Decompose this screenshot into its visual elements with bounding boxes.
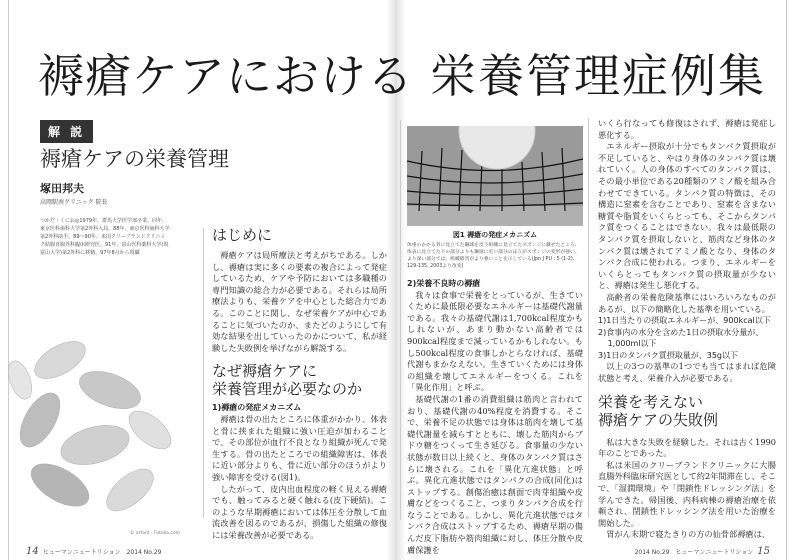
footer-text: 2014 No.29 ヒューマンニュートリション bbox=[634, 549, 754, 556]
column-2 bbox=[407, 126, 583, 556]
figure-1-photo bbox=[407, 126, 583, 226]
paragraph: したがって、皮内出血程度の軽く見える褥瘡でも、触ってみると硬く触れる(皮下硬結)。このような早期褥瘡においては体圧を分散して血流改善を図るのであるが、損傷した組織の修復には栄養改善が必要である。 bbox=[212, 483, 387, 540]
column-divider bbox=[588, 118, 589, 518]
heading-failure bbox=[598, 393, 776, 429]
footer-text: ヒューマンニュートリション 2014 No.29 bbox=[42, 549, 162, 556]
sponge-grid-figure bbox=[407, 126, 583, 226]
heading-line: 栄養を考えない bbox=[598, 392, 704, 411]
heading-line: なぜ褥瘡ケアに bbox=[212, 362, 318, 381]
figure-description: 体重のかかる骨に見立てた鋼球を皮下組織に見立てたスポンジに載せたところ、体表に見立てた下の部分よりも鋼球に近い部分のほうがスポンジの変形が強い。より深い部分では、組織障害がより強いことを示している(Jpn J PU : 5 (1-2), 129-135, 2003より改変) bbox=[407, 243, 580, 269]
paragraph: 褥瘡は骨の出たところに体重がかかり、体表と骨に挟まれた組織に強い圧迫が加わることで、その部位が血行不良となり組織が死んで発生する。骨の出たところでの組織障害は、体表に近い部分よりも、骨に近い部分のほうがより強い障害を受ける(図1)。 bbox=[212, 413, 387, 482]
paragraph: 胃がん末期で寝たきりの方の仙骨部褥瘡は、 bbox=[606, 529, 770, 540]
footer-right bbox=[635, 547, 774, 558]
section-badge: 解 説 bbox=[40, 120, 93, 143]
paragraph: エネルギー摂取が十分でもタンパク質摂取が不足していると、やはり身体のタンパク質は壊れていく。人の身体のすべてのタンパク質は、その最小単位である20種類のアミノ酸を組み合わせてできている。タンパク質の特徴は、その構造に窒素を含むことであり、窒素を含まない糖質や脂質をいくらとっても、そこからタンパク質をつくることはできない。我々は最低限のタンパク質を摂取しないと、筋肉など身体のタンパク質は壊されてアミノ酸となり、身体のタンパク合成に使われる。つまり、エネルギーをいくらとってもタンパク質の摂取量が少ないと、褥瘡は発生し悪化する。 bbox=[598, 141, 776, 291]
figure-caption: 図1 褥瘡の発症メカニズム bbox=[452, 231, 538, 239]
criteria-item: 1,000ml以下 bbox=[607, 339, 657, 349]
heading-why bbox=[212, 362, 387, 398]
footer-left bbox=[22, 547, 161, 558]
spread-title-left: 褥瘡ケアにおける bbox=[38, 49, 414, 103]
column-3 bbox=[598, 118, 776, 541]
paragraph: 褥瘡ケアは局所療法と考えがちである。しかし、褥瘡は実に多くの要素の複合によって発症しているため、ケアや予防においては多職種の専門知識の総合力が必要である。それらは局所療法よりも、栄養ケアを中心とした総合力である。このことに関し、なぜ栄養ケアが中心であることに気づいたのか、またどのようにして有効な結果を出していったのかについて、私が経験した失敗例を挙げながら解説する。 bbox=[212, 250, 387, 353]
author-bio: つかだ・くにお◎1979年、群馬大学医学部卒業。同年、東京医科歯科大学第2外科入局。88年、東京医科歯科大学第2外科助手。89〜90年、米国クリーブランドクリニック結腸直腸外科臨床研究医。91年、富山医科薬科大学(現富山大学)第2外科に移籍。97年8月から現職 bbox=[40, 218, 170, 256]
subheading-malnutrition: 2)栄養不良時の褥瘡 bbox=[407, 279, 481, 288]
column-divider bbox=[400, 120, 401, 520]
paragraph: 私は大きな失敗を経験した。それは古く1990年のことであった。 bbox=[598, 436, 776, 459]
paragraph: 高齢者の栄養危険基準にはいろいろなものがあるが、以下の簡略化した基準を用いている。 bbox=[598, 291, 776, 314]
paragraph: 私は米国のクリーブランドクリニックに大腸直腸外科臨床研究医として約2年間滞在し、そこで、「湿潤環境」や「閉鎖性ドレッシング法」を学んできた。帰国後、内科病棟の褥瘡治療を依頼され、閉鎖性ドレッシング法を用いた治療を開始した。 bbox=[598, 459, 776, 528]
author-affiliation: 高岡駅南クリニック 院長 bbox=[40, 199, 108, 206]
author-name: 塚田邦夫 bbox=[40, 182, 84, 195]
column-divider bbox=[203, 228, 204, 518]
leaves-illustration bbox=[0, 320, 200, 530]
page-number: 15 bbox=[757, 546, 770, 557]
heading-line: 栄養管理が必要なのか bbox=[212, 380, 363, 399]
article-subtitle: 褥瘡ケアの栄養管理 bbox=[40, 147, 229, 171]
paragraph: いくら行なっても修復はされず、褥瘡は発症し悪化する。 bbox=[598, 118, 776, 140]
subheading-mechanism: 1)褥瘡の発症メカニズム bbox=[212, 403, 302, 413]
criteria-item: 3)1日のタンパク質摂取量が、35g以下 bbox=[598, 350, 738, 360]
criteria-item: 2)食事内の水分を含めた1日の摂取水分量が、 bbox=[598, 327, 764, 337]
spread-title-right: 栄養管理症例集 bbox=[430, 49, 766, 103]
paragraph: 以上の3つの基準の1つでも当てはまれば危険状態と考え、栄養介入が必要である。 bbox=[598, 361, 776, 384]
paragraph: 基礎代謝の1番の消費組織は筋肉と言われており、基礎代謝の40%程度を消費する。そこで、栄養不足の状態では身体は筋肉を壊して基礎代謝量を減らすとともに、壊した筋肉からブドウ糖をつくって生き延びる。食事量の少ない状態が数日以上続くと、身体のタンパク質はさらに壊される。これを「異化亢進状態」と呼ぶ。異化亢進状態ではタンパクの合成(同化)はストップする。創傷治癒は創面で肉芽組織や皮膚などをつくること、つまりタンパク合成を行なうことである。しかし、異化亢進状態ではタンパク合成はストップするため、褥瘡早期の傷んだ皮下脂肪や筋肉組織に対し、体圧分散や皮膚保護を bbox=[407, 393, 583, 555]
heading-intro: はじめに bbox=[212, 226, 273, 244]
column-1 bbox=[212, 226, 387, 541]
photo-credit: © arfant - Fotolia.com bbox=[130, 531, 180, 536]
right-page-edge bbox=[786, 0, 787, 560]
criteria-item: 1)1日当たりの摂取エネルギーが、900kcal以下 bbox=[598, 316, 771, 326]
heading-line: 褥瘡ケアの失敗例 bbox=[598, 410, 719, 429]
paragraph: 我々は食事で栄養をとっているが、生きていくために最低限必要なエネルギーは基礎代謝量である。我々の基礎代謝は1,700kcal程度かもしれないが、あまり動かない高齢者では900kcal程度まで減っているかもしれない。もし500kcal程度の食事しかとらなければ、基礎代謝もまかなえない。生きていくためには身体の組織を壊してエネルギーをつくる。これを「異化作用」と呼ぶ。 bbox=[407, 289, 583, 393]
page-number: 14 bbox=[26, 546, 39, 557]
